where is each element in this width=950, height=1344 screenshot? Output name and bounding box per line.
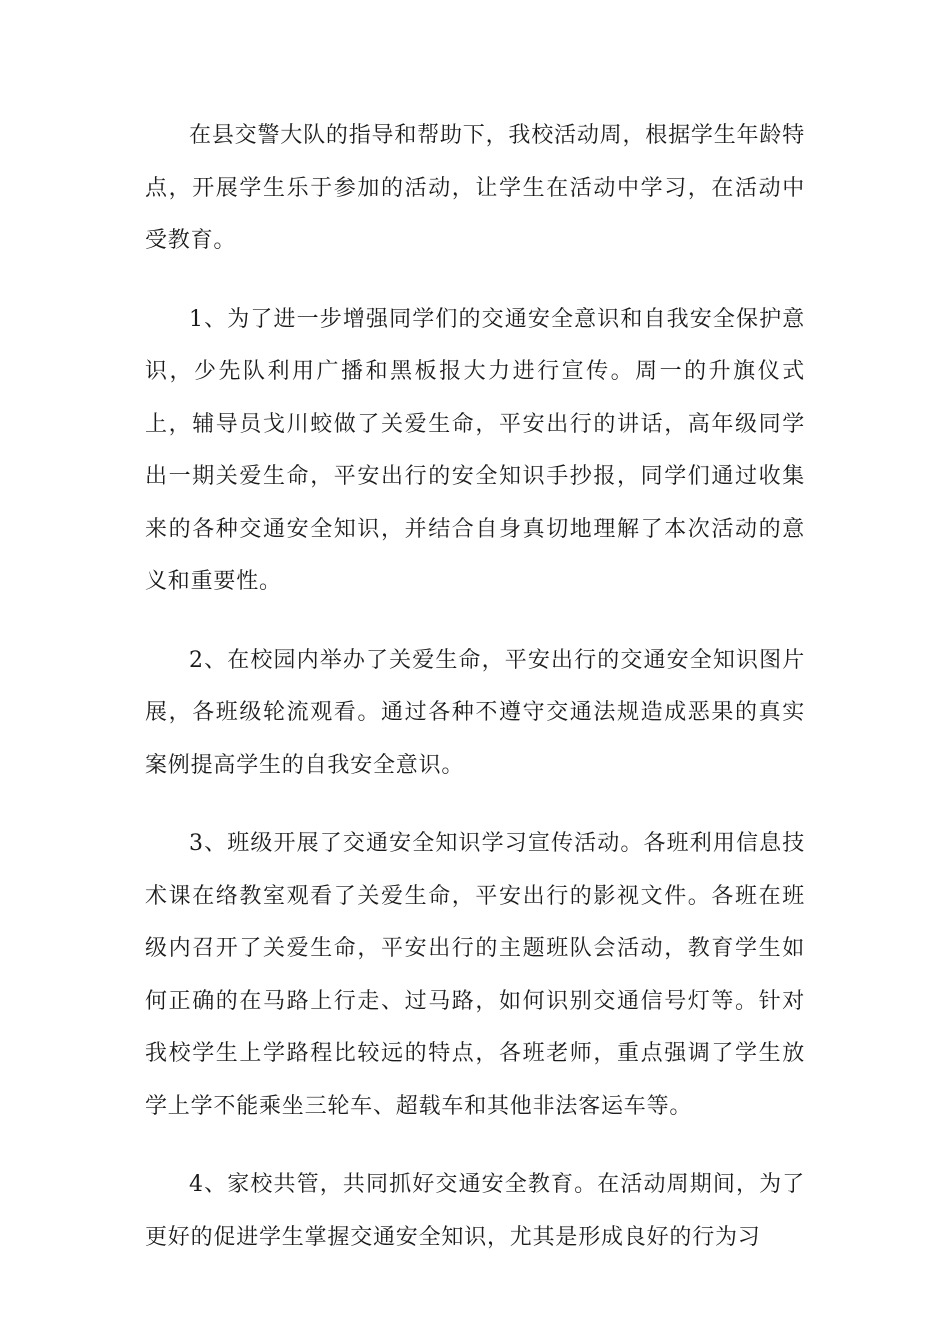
paragraph-intro: 在县交警大队的指导和帮助下，我校活动周，根据学生年龄特点，开展学生乐于参加的活动，让学生在活动中学习，在活动中受教育。 (145, 123, 805, 253)
document-body (145, 110, 805, 1290)
paragraph-item-4: 4、家校共管，共同抓好交通安全教育。在活动周期间，为了更好的促进学生掌握交通安全知识，尤其是形成良好的行为习 (145, 1172, 805, 1250)
paragraph-item-1: 1、为了进一步增强同学们的交通安全意识和自我安全保护意识，少先队利用广播和黑板报大力进行宣传。周一的升旗仪式上，辅导员戈川蛟做了关爱生命，平安出行的讲话，高年级同学出一期关爱生命，平安出行的安全知识手抄报，同学们通过收集来的各种交通安全知识，并结合自身真切地理解了本次活动的意义和重要性。 (145, 306, 805, 594)
paragraph-item-3: 3、班级开展了交通安全知识学习宣传活动。各班利用信息技术课在络教室观看了关爱生命，平安出行的影视文件。各班在班级内召开了关爱生命，平安出行的主题班队会活动，教育学生如何正确的在马路上行走、过马路，如何识别交通信号灯等。针对我校学生上学路程比较远的特点，各班老师，重点强调了学生放学上学不能乘坐三轮车、超载车和其他非法客运车等。 (145, 831, 805, 1119)
paragraph-item-2: 2、在校园内举办了关爱生命，平安出行的交通安全知识图片展，各班级轮流观看。通过各种不遵守交通法规造成恶果的真实案例提高学生的自我安全意识。 (145, 647, 805, 778)
